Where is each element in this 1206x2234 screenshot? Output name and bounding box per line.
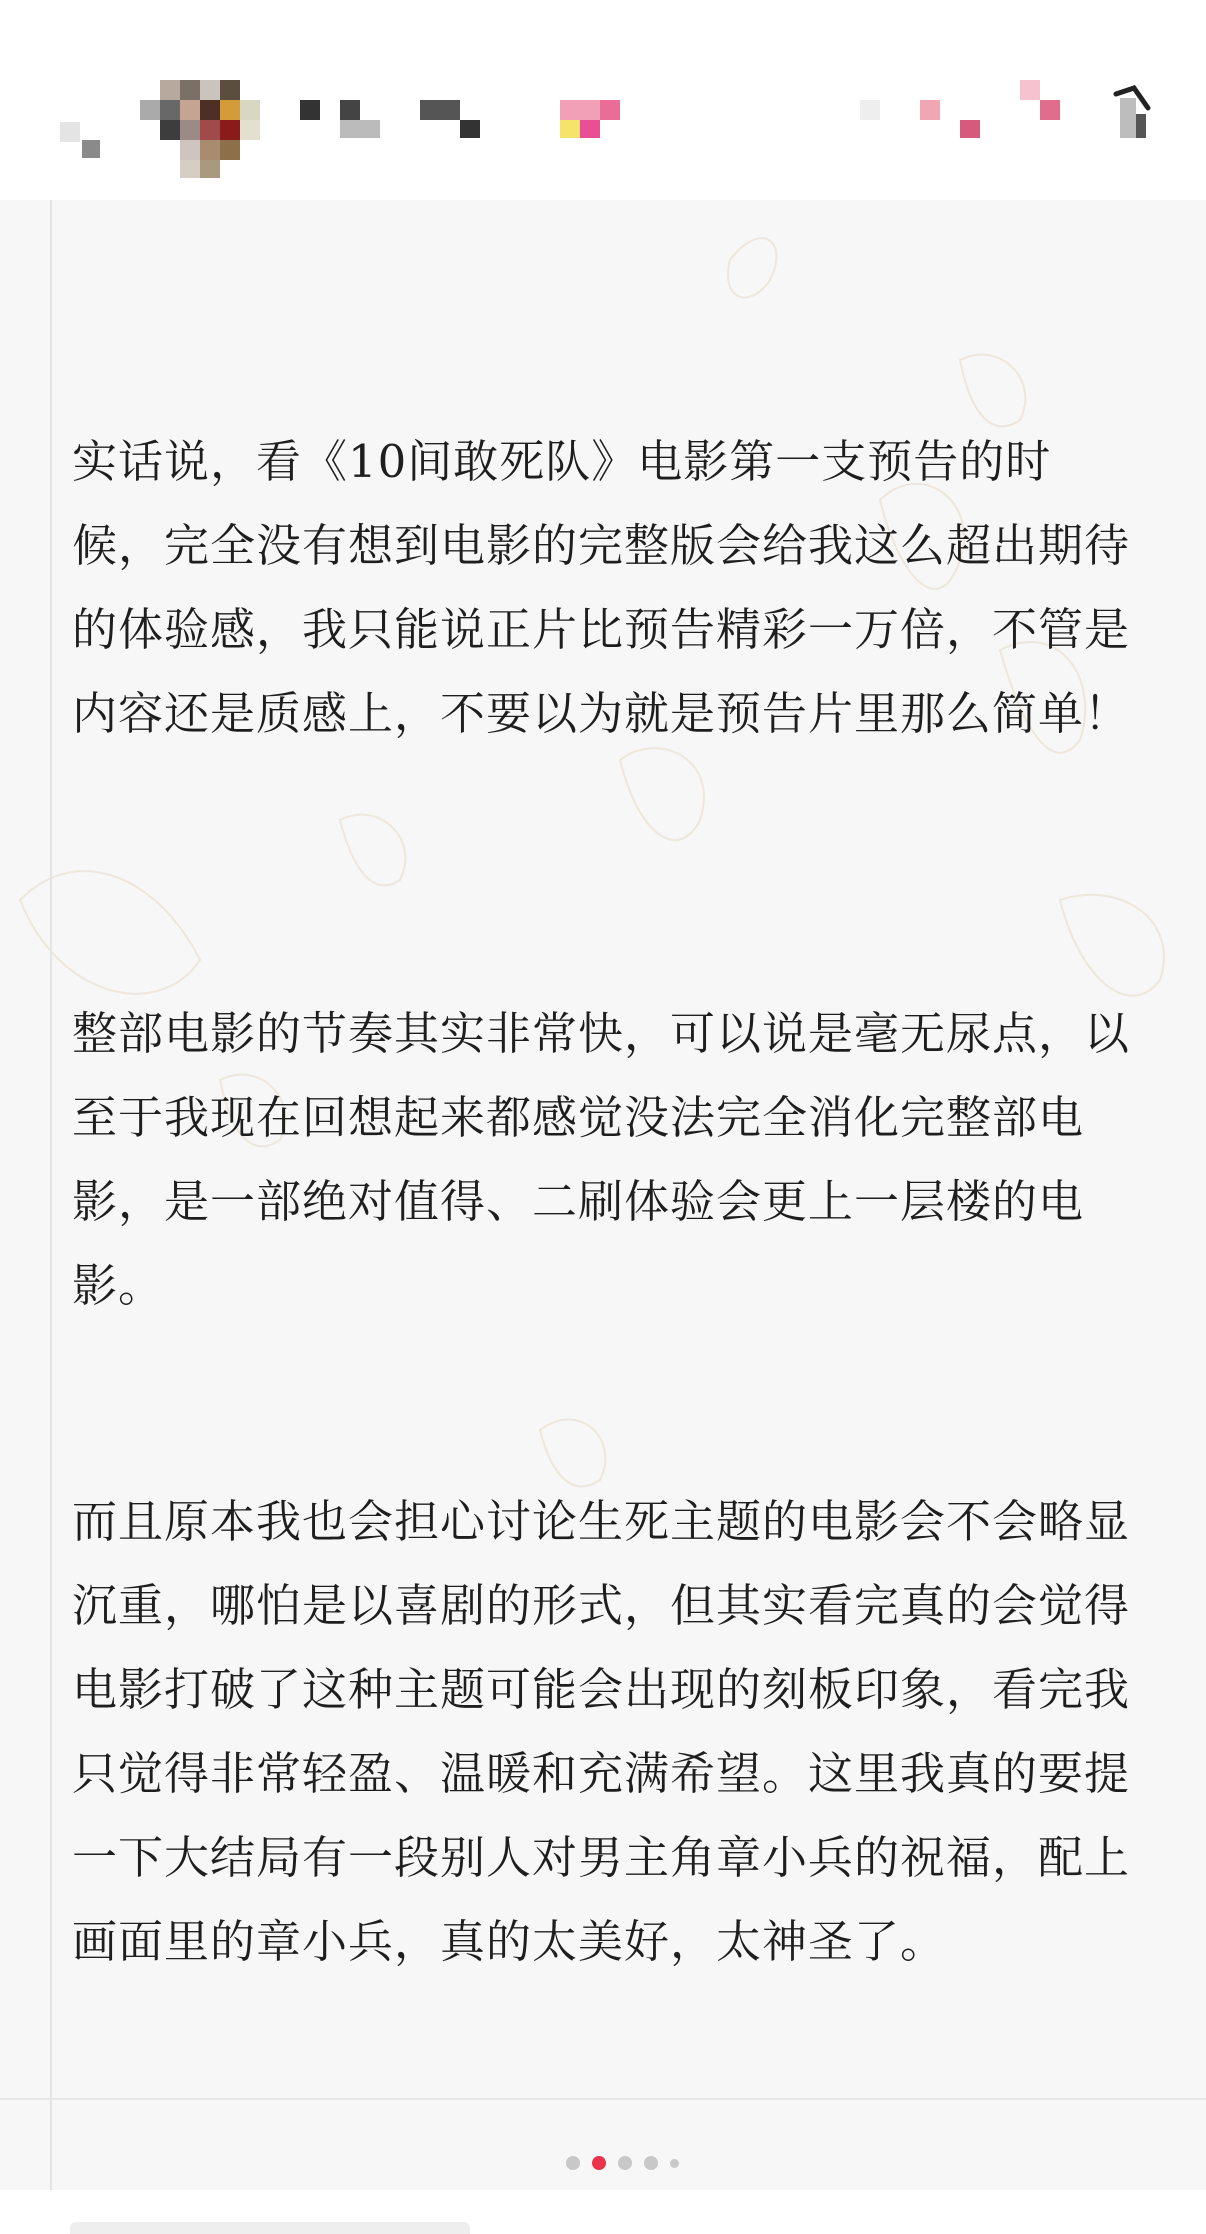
paper-bottom-divider: [0, 2098, 1206, 2100]
page-dot[interactable]: [618, 2156, 632, 2170]
article-paragraph: 整部电影的节奏其实非常快，可以说是毫无尿点，以至于我现在回想起来都感觉没法完全消化完整部电影，是一部绝对值得、二刷体验会更上一层楼的电影。: [72, 1007, 1131, 1312]
page-dot[interactable]: [644, 2156, 658, 2170]
article-paragraph: 实话说，看《10间敢死队》电影第一支预告的时候，完全没有想到电影的完整版会给我这么超出期待的体验感，我只能说正片比预告精彩一万倍，不管是内容还是质感上，不要以为就是预告片里那么简单！: [72, 435, 1131, 740]
page-dot[interactable]: [566, 2156, 580, 2170]
page-dot-active[interactable]: [592, 2156, 606, 2170]
page-indicator[interactable]: [0, 2153, 1206, 2173]
paper-margin-line: [50, 200, 52, 2190]
bottom-handle: [70, 2222, 470, 2234]
page-dot[interactable]: [670, 2159, 679, 2168]
post-header: [0, 0, 1206, 200]
article-paragraph: 而且原本我也会担心讨论生死主题的电影会不会略显沉重，哪怕是以喜剧的形式，但其实看完真的会觉得电影打破了这种主题可能会出现的刻板印象，看完我只觉得非常轻盈、温暖和充满希望。这里我真的要提一下大结局有一段别人对男主角章小兵的祝福，配上画面里的章小兵，真的太美好，太神圣了。: [72, 1495, 1131, 1968]
